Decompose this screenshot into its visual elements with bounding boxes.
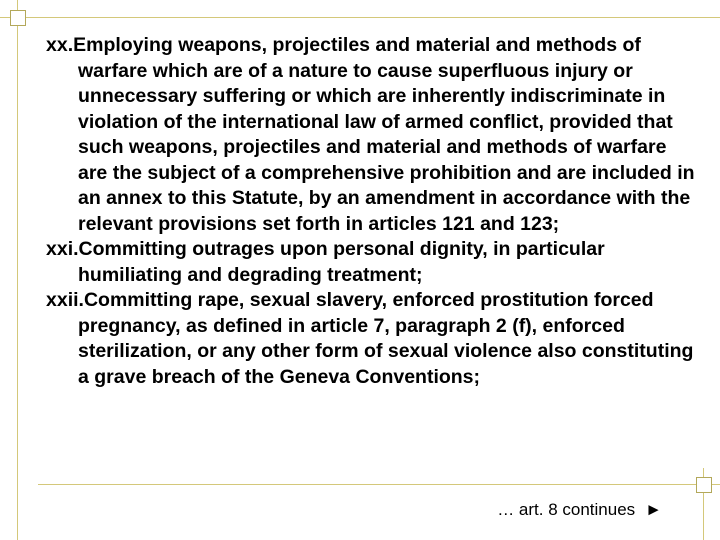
decorative-rule-left (17, 0, 18, 540)
list-item-xx (46, 33, 696, 237)
list-item-xxii (46, 288, 696, 390)
item-text: Committing rape, sexual slavery, enforced prostitution forced pregnancy, as defined in article 7, paragraph 2 (f), enforced sterilization, or any other form of sexual violence also constituting a grave breach of the Geneva Conventions; (78, 289, 694, 388)
decorative-square-top-left (10, 10, 26, 26)
decorative-rule-top (0, 17, 720, 18)
decorative-rule-bottom (38, 484, 720, 485)
item-numeral: xxii. (46, 289, 84, 311)
list-item-xxi (46, 237, 696, 288)
decorative-square-bottom-right (696, 477, 712, 493)
item-text: Employing weapons, projectiles and material and methods of warfare which are of a nature to cause superfluous injury or unnecessary suffering or which are inherently indiscriminate in violation of the international law of armed conflict, provided that such weapons, projectiles and material and methods of warfare are the subject of a comprehensive prohibition and are included in an annex to this Statute, by an amendment in accordance with the relevant provisions set forth in articles 121 and 123; (73, 34, 695, 235)
slide-body (46, 33, 696, 390)
next-arrow-icon: ► (645, 500, 662, 519)
item-text: Committing outrages upon personal dignity, in particular humiliating and degrading treatment; (78, 238, 605, 286)
continuation-note (497, 500, 662, 520)
continuation-text: … art. 8 continues (497, 500, 636, 519)
item-numeral: xxi. (46, 238, 79, 260)
item-numeral: xx. (46, 34, 74, 56)
